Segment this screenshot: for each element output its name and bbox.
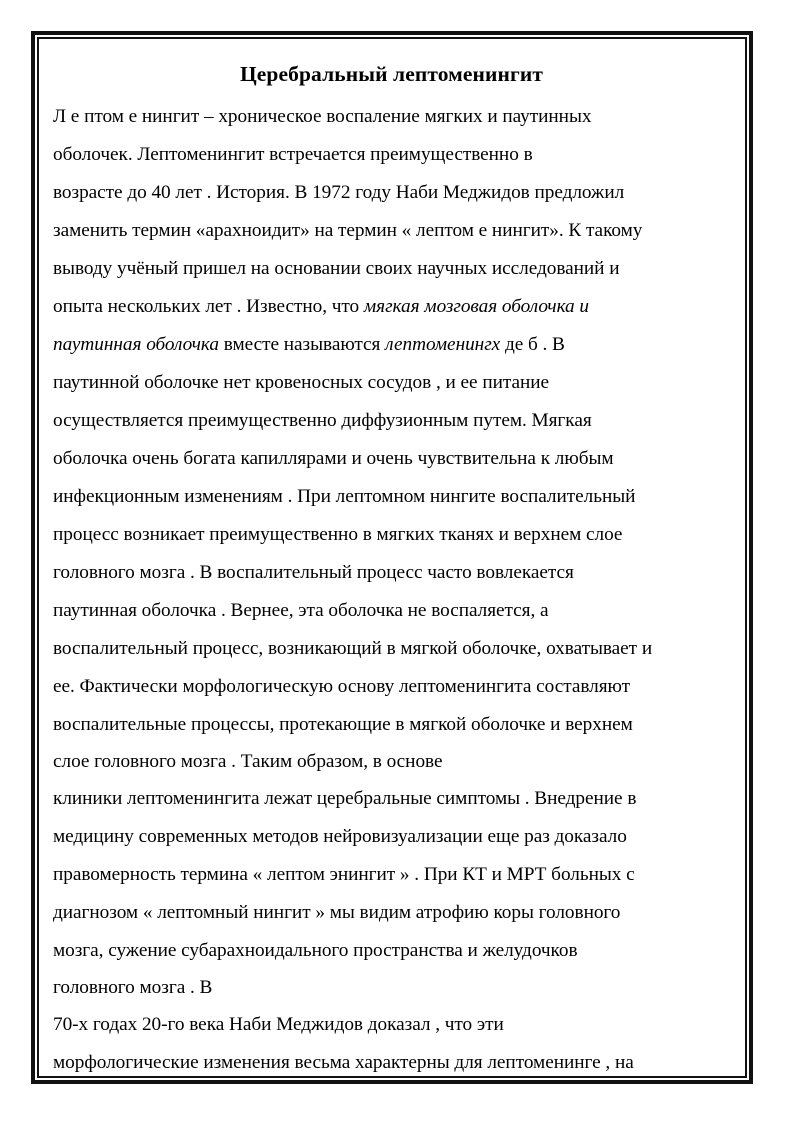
text-line: выводу учёный пришел на основании своих научных исследований и [53, 258, 620, 279]
text-line: медицину современных методов нейровизуализации еще раз доказало [53, 826, 627, 847]
text-line: ее. Фактически морфологическую основу лептоменингита составляют [53, 676, 631, 697]
text-line: паутинная оболочка . Вернее, эта оболочка не воспаляется, а [53, 600, 549, 621]
text-line [53, 288, 733, 326]
text-run-italic: мягкая мозговая оболочка и [363, 296, 590, 317]
text-run-italic: лептоменингх [385, 334, 501, 355]
text-line: инфекционным изменениям . При лептомном нингите воспалительный [53, 486, 636, 507]
text-line: осуществляется преимущественно диффузионным путем. Мягкая [53, 410, 592, 431]
text-line [53, 326, 733, 364]
text-line: возрасте до 40 лет . История. В 1972 году Наби Меджидов предложил [53, 182, 625, 203]
text-line: Л е птом е нингит – хроническое воспаление мягких и паутинных [53, 106, 592, 127]
text-line: заменить термин «арахноидит» на термин « лептом е нингит». К такому [53, 220, 643, 241]
text-line: паутинной оболочке нет кровеносных сосудов , и ее питание [53, 372, 550, 393]
text-line: 70-х годах 20-го века Наби Меджидов доказал , что эти [53, 1014, 504, 1035]
text-line: оболочек. Лептоменингит встречается преимущественно в [53, 144, 533, 165]
text-line: головного мозга . В воспалительный процесс часто вовлекается [53, 562, 574, 583]
text-run: де б . В [500, 334, 565, 355]
document-body [50, 98, 733, 1082]
page-content [39, 39, 745, 1076]
page-title: Церебральный лептоменингит [239, 62, 544, 86]
page-border-outer [31, 31, 753, 1084]
page-border-gap [35, 35, 749, 1080]
text-line: клиники лептоменингита лежат церебральные симптомы . Внедрение в [53, 788, 637, 809]
text-line: диагнозом « лептомный нингит » мы видим атрофию коры головного [53, 902, 621, 923]
page-border-inner [37, 37, 747, 1078]
text-run: опыта нескольких лет . Известно, что [53, 296, 364, 317]
text-line: слое головного мозга . Таким образом, в основе [53, 751, 443, 772]
text-line: оболочка очень богата капиллярами и очень чувствительна к любым [53, 448, 614, 469]
text-line: морфологические изменения весьма характерны для лептоменинге , на [53, 1052, 634, 1073]
text-line: воспалительный процесс, возникающий в мягкой оболочке, охватывает и [53, 638, 653, 659]
text-line: правомерность термина « лептом энингит » . При КТ и МРТ больных с [53, 864, 635, 885]
text-run: вместе называются [218, 334, 386, 355]
text-line: процесс возникает преимущественно в мягких тканях и верхнем слое [53, 524, 623, 545]
text-line: мозга, сужение субарахноидального пространства и желудочков [53, 940, 578, 961]
text-run-italic: паутинная оболочка [53, 334, 219, 355]
text-line: головного мозга . В [53, 977, 213, 998]
text-line: воспалительные процессы, протекающие в мягкой оболочке и верхнем [53, 714, 633, 735]
